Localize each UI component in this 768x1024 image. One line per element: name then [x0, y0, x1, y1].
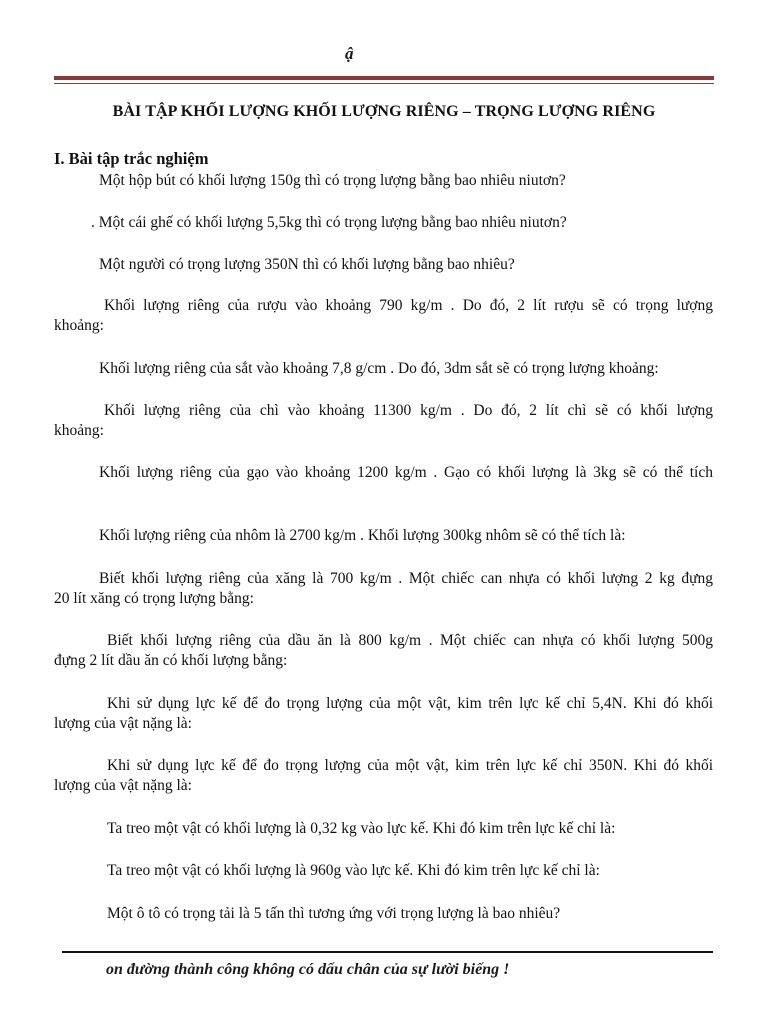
- question-11: [54, 694, 713, 734]
- footer-motto: on đường thành công không có dấu chân của sự lười biếng !: [106, 961, 510, 978]
- question-2-line1: . Một cái ghế có khối lượng 5,5kg thì có trọng lượng bằng bao nhiêu niutơn?: [91, 214, 567, 231]
- header-rule-thin: [54, 83, 714, 84]
- question-5: [54, 359, 713, 379]
- question-8-line1: Khối lượng riêng của nhôm là 2700 kg/m . Khối lượng 300kg nhôm sẽ có thể tích là:: [99, 527, 626, 544]
- question-10-line2: đựng 2 lít dầu ăn có khối lượng bằng:: [54, 652, 288, 669]
- question-15: [54, 904, 713, 924]
- question-14-line1: Ta treo một vật có khối lượng là 960g vào lực kế. Khi đó kim trên lực kế chỉ là:: [107, 862, 600, 879]
- question-14: [54, 861, 713, 881]
- question-13: [54, 819, 713, 839]
- header-rule-thick: [54, 76, 714, 80]
- question-4-line1: Khối lượng riêng của rượu vào khoảng 790 kg/m . Do đó, 2 lít rượu sẽ có trọng lượng: [104, 297, 713, 314]
- question-2: [54, 213, 713, 233]
- question-7-line1: Khối lượng riêng của gạo vào khoảng 1200 kg/m . Gạo có khối lượng là 3kg sẽ có thể tích: [99, 464, 713, 481]
- header-mark: ậ: [345, 44, 354, 63]
- question-11-line2: lượng của vật nặng là:: [54, 715, 192, 732]
- question-13-line1: Ta treo một vật có khối lượng là 0,32 kg vào lực kế. Khi đó kim trên lực kế chỉ là:: [107, 820, 616, 837]
- question-9-line2: 20 lít xăng có trọng lượng bằng:: [54, 590, 254, 607]
- question-9-line1: Biết khối lượng riêng của xăng là 700 kg/m . Một chiếc can nhựa có khối lượng 2 kg đựng: [99, 570, 713, 587]
- question-12: [54, 756, 713, 796]
- question-4-line2: khoảng:: [54, 317, 104, 334]
- question-8: [54, 526, 713, 546]
- question-10-line1: Biết khối lượng riêng của dầu ăn là 800 kg/m . Một chiếc can nhựa có khối lượng 500g: [107, 632, 713, 649]
- question-6-line2: khoảng:: [54, 422, 104, 439]
- question-10: [54, 631, 713, 671]
- question-7: [54, 463, 713, 483]
- question-3: [54, 255, 713, 275]
- question-1: [54, 171, 713, 191]
- footer-rule: [62, 951, 713, 953]
- document-title: BÀI TẬP KHỐI LƯỢNG KHỐI LƯỢNG RIÊNG – TRỌNG LƯỢNG RIÊNG: [112, 103, 656, 120]
- question-6: [54, 401, 713, 441]
- question-12-line2: lượng của vật nặng là:: [54, 777, 192, 794]
- question-3-line1: Một người có trọng lượng 350N thì có khối lượng bằng bao nhiêu?: [99, 256, 515, 273]
- question-1-line1: Một hộp bút có khối lượng 150g thì có trọng lượng bằng bao nhiêu niutơn?: [99, 172, 566, 189]
- question-4: [54, 296, 713, 336]
- question-11-line1: Khi sử dụng lực kế để đo trọng lượng của một vật, kim trên lực kế chỉ 5,4N. Khi đó khối: [107, 695, 713, 712]
- question-6-line1: Khối lượng riêng của chì vào khoảng 11300 kg/m . Do đó, 2 lít chì sẽ có khối lượng: [104, 402, 713, 419]
- question-15-line1: Một ô tô có trọng tải là 5 tấn thì tương ứng với trọng lượng là bao nhiêu?: [107, 905, 561, 922]
- question-9: [54, 569, 713, 609]
- question-12-line1: Khi sử dụng lực kế để đo trọng lượng của một vật, kim trên lực kế chỉ 350N. Khi đó khối: [107, 757, 713, 774]
- question-5-line1: Khối lượng riêng của sắt vào khoảng 7,8 g/cm . Do đó, 3dm sắt sẽ có trọng lượng khoảng:: [99, 360, 659, 377]
- section-heading: I. Bài tập trắc nghiệm: [54, 149, 209, 168]
